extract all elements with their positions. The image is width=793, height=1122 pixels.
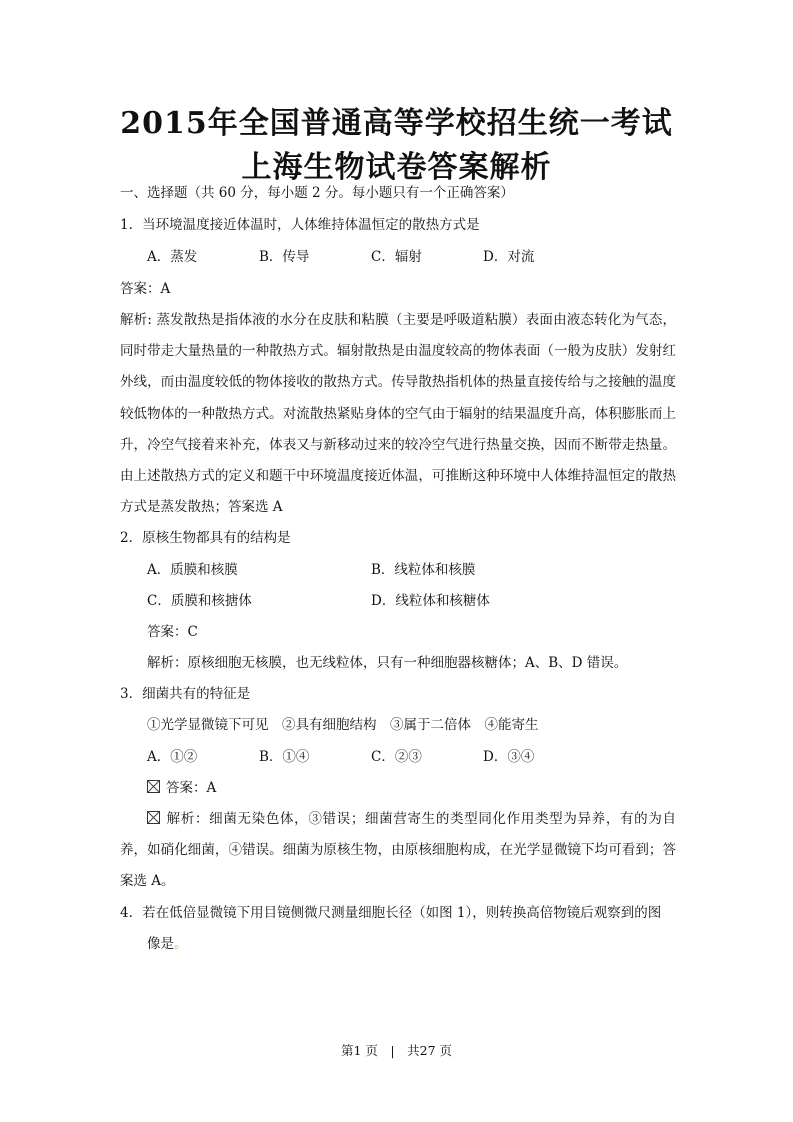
section-heading: 一、选择题（共 60 分，每小题 2 分。每小题只有一个正确答案） xyxy=(120,185,514,201)
q2-option-c: C．质膜和核搪体 xyxy=(147,593,252,609)
q3-option-b: B．①④ xyxy=(259,749,310,765)
q4-stem-line2-row xyxy=(147,935,188,953)
q1-option-a: A．蒸发 xyxy=(147,249,198,265)
q1-answer: 答案：A xyxy=(120,281,171,297)
q3-option-c: C．②③ xyxy=(371,749,422,765)
q2-analysis: 解析：原核细胞无核膜，也无线粒体，只有一种细胞器核糖体；A、B、D 错误。 xyxy=(147,655,628,671)
q2-answer: 答案：C xyxy=(147,624,198,640)
q1-analysis: 解析: 蒸发散热是指体液的水分在皮肤和粘膜（主要是呼吸道粘膜）表面由液态转化为气态，同时带走大量热量的一种散热方式。辐射散热是由温度较高的物体表面（一般为皮肤）发射红外线，而由温度较低的物体接收的散热方式。传导散热指机体的热量直接传给与之接触的温度较低物体的一种散热方式。对流散热紧贴身体的空气由于辐射的结果温度升高，体积膨胀而上升，冷空气接着来补充，体表又与新移动过来的较冷空气进行热量交换，因而不断带走热量。由上述散热方式的定义和题干中环境温度接近体温，可推断这种环境中人体维持温恒定的散热方式是蒸发散热；答案选 A xyxy=(120,312,676,516)
q3-stem: 3．细菌共有的特征是 xyxy=(120,686,251,702)
checkbox-icon xyxy=(147,811,160,824)
q2-option-a: A．质膜和核膜 xyxy=(147,562,238,578)
q3-analysis-block xyxy=(120,804,676,898)
q3-option-d: D．③④ xyxy=(483,749,535,765)
q2-option-d: D．线粒体和核糖体 xyxy=(371,593,490,609)
page-footer: 第1 页 | 共27 页 xyxy=(340,1043,453,1058)
page-title-line2: 上海生物试卷答案解析 xyxy=(241,150,552,185)
page-title-line1: 2015年全国普通高等学校招生统一考试 xyxy=(120,106,673,141)
q3-option-a: A．①② xyxy=(147,749,198,765)
q1-stem: 1．当环境温度接近体温时，人体维持体温恒定的散热方式是 xyxy=(120,217,480,233)
q3-features: ①光学显微镜下可见 ②具有细胞结构 ③属于二倍体 ④能寄生 xyxy=(147,717,539,733)
q4-stem-line2: 像是 xyxy=(147,936,174,952)
q3-answer: 答案：A xyxy=(166,780,217,796)
q2-stem: 2．原核生物都具有的结构是 xyxy=(120,530,291,546)
q3-answer-row xyxy=(147,779,216,797)
q2-option-b: B．线粒体和核膜 xyxy=(371,562,476,578)
q4-stem-mark: 。 xyxy=(174,936,188,952)
q1-option-d: D．对流 xyxy=(483,249,535,265)
checkbox-icon xyxy=(147,780,160,793)
q3-analysis: 解析：细菌无染色体，③错误；细菌营寄生的类型同化作用类型为异养，有的为自养，如硝化细菌，④错误。细菌为原核生物，由原核细胞构成，在光学显微镜下均可看到；答案选 A。 xyxy=(120,811,676,890)
q1-option-b: B．传导 xyxy=(259,249,310,265)
q4-stem-line1: 4．若在低倍显微镜下用目镜侧微尺测量细胞长径（如图 1），则转换高倍物镜后观察到的图 xyxy=(120,905,662,921)
q1-option-c: C．辐射 xyxy=(371,249,422,265)
